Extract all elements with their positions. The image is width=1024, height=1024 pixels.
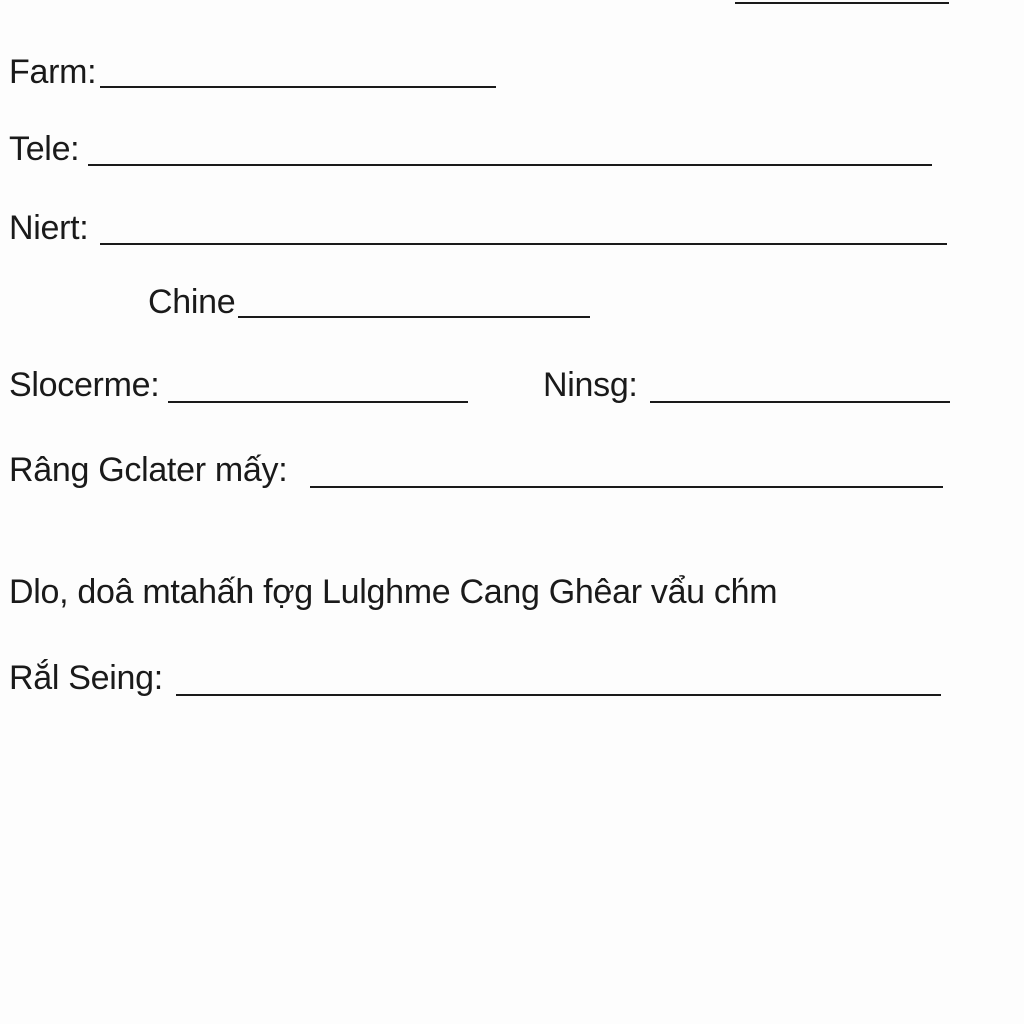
- ninsg-label: Ninsg:: [543, 366, 638, 404]
- ral-seing-label: Rắl Seing:: [9, 659, 163, 697]
- instruction-sentence: Dlo, doâ mtahấh fợg Lulghme Cang Ghêar vẩu ch́m: [9, 573, 778, 611]
- ninsg-field-line[interactable]: [650, 401, 950, 403]
- chine-label: Chine: [148, 283, 236, 321]
- top-signature-line: [735, 2, 949, 4]
- niert-field-line[interactable]: [100, 243, 947, 245]
- rang-gclater-field-line[interactable]: [310, 486, 943, 488]
- rang-gclater-label: Râng Gclater mấy:: [9, 451, 288, 489]
- ral-seing-field-line[interactable]: [176, 694, 941, 696]
- niert-label: Niert:: [9, 209, 89, 247]
- farm-label: Farm:: [9, 53, 97, 91]
- slocerme-label: Slocerme:: [9, 366, 160, 404]
- tele-field-line[interactable]: [88, 164, 932, 166]
- slocerme-field-line[interactable]: [168, 401, 468, 403]
- farm-field-line[interactable]: [100, 86, 496, 88]
- chine-field-line[interactable]: [238, 316, 590, 318]
- tele-label: Tele:: [9, 130, 80, 168]
